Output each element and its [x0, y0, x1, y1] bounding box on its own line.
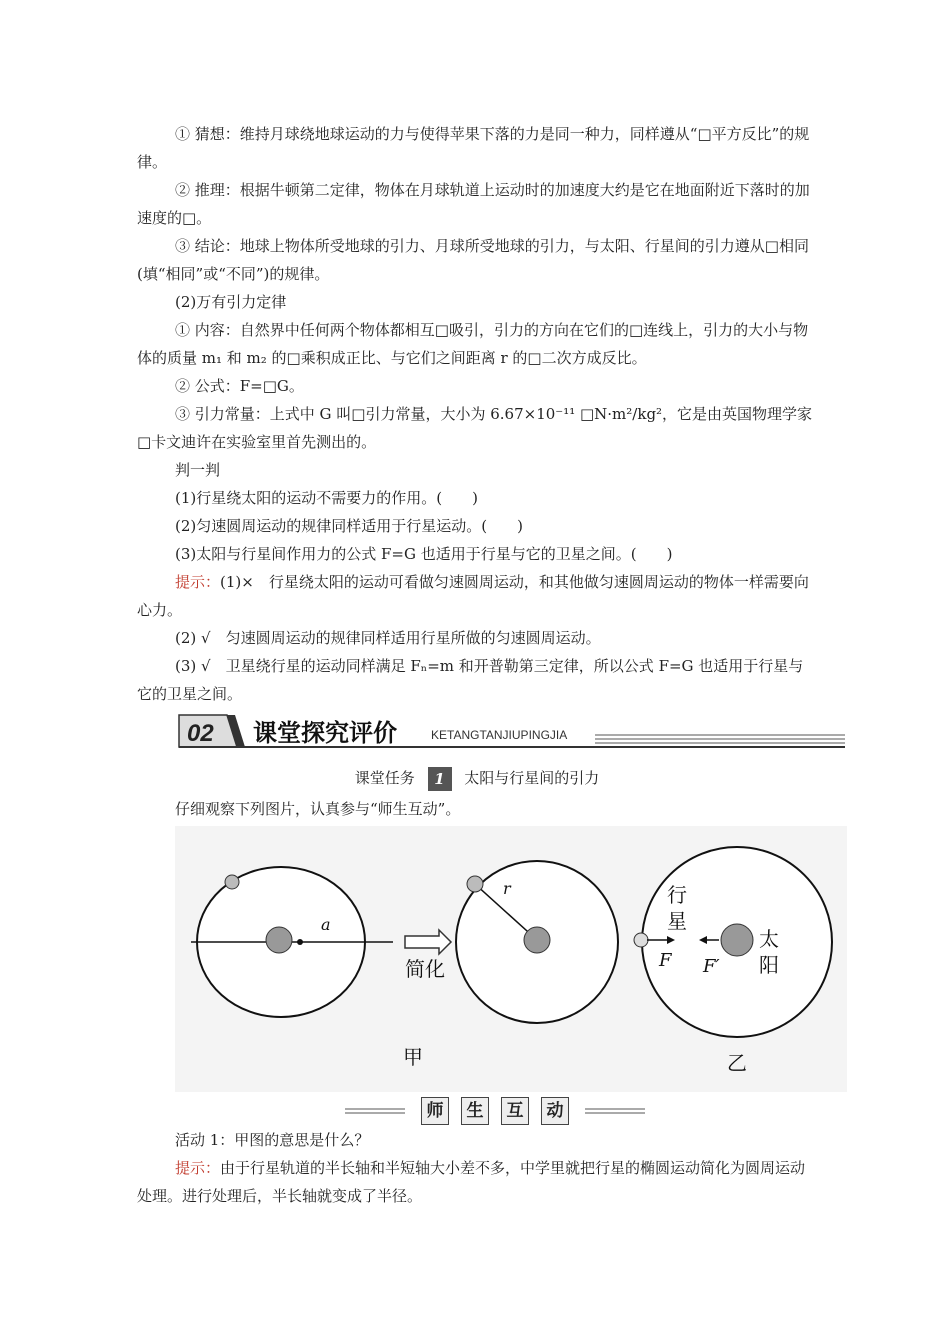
para-reasoning: ② 推理：根据牛顿第二定律，物体在月球轨道上运动时的加速度大约是它在地面附近下落时的加速度的□。 — [137, 181, 810, 227]
task-prefix: 课堂任务 — [354, 769, 415, 787]
orbit-figure — [175, 826, 847, 1092]
divider-lines — [345, 1097, 645, 1127]
label-a: a — [321, 915, 331, 934]
para-conclusion: ③ 结论：地球上物体所受地球的引力、月球所受地球的引力，与太阳、行星间的引力遵从□相同(填“相同”或“不同”)的规律。 — [137, 237, 809, 283]
interaction-char-1: 师 — [421, 1097, 449, 1125]
orbit-diagram — [175, 826, 847, 1092]
label-r: r — [503, 879, 511, 898]
hint-1 — [137, 568, 817, 624]
section-banner — [175, 711, 845, 751]
judge-item-3: (3)太阳与行星间作用力的公式 F=G 也适用于行星与它的卫星之间。( ) — [175, 545, 673, 563]
hint-4-text: 由于行星轨道的半长轴和半短轴大小差不多，中学里就把行星的椭圆运动简化为圆周运动处理。进行处理后，半长轴就变成了半径。 — [137, 1159, 806, 1205]
force-F: F — [659, 950, 672, 971]
interaction-char-4: 动 — [541, 1097, 569, 1125]
para-conjecture: ① 猜想：维持月球绕地球运动的力与使得苹果下落的力是同一种力，同样遵从“□平方反比”的规律。 — [137, 125, 810, 171]
activity-1: 活动 1：甲图的意思是什么？ — [175, 1131, 370, 1149]
interaction-char-2: 生 — [461, 1097, 489, 1125]
banner-graphic — [175, 711, 845, 751]
para-formula: ② 公式：F=□G。 — [175, 377, 304, 395]
arrow-text: 简化 — [405, 957, 445, 981]
planet-char-2: 星 — [667, 909, 687, 933]
para-constant: ③ 引力常量：上式中 G 叫□引力常量，大小为 6.67×10⁻¹¹ □N·m²/kg²，它是由英国物理学家□卡文迪许在实验室里首先测出的。 — [137, 405, 813, 451]
task-title: 太阳与行星间的引力 — [464, 769, 600, 787]
hint-4 — [137, 1154, 817, 1210]
hint-3: (3) √ 卫星绕行星的运动同样满足 Fₙ=m 和开普勒第三定律，所以公式 F=G 也适用于行星与它的卫星之间。 — [137, 657, 804, 703]
sun-char-2: 阳 — [759, 953, 779, 977]
task-number-badge: 1 — [428, 767, 452, 791]
interaction-char-3: 互 — [501, 1097, 529, 1125]
banner-title: 课堂探究评价 — [253, 718, 397, 747]
banner-pinyin: KETANGTANJIUPINGJIA — [431, 728, 568, 742]
judge-item-2: (2)匀速圆周运动的规律同样适用于行星运动。( ) — [175, 517, 523, 535]
hint-4-label: 提示： — [175, 1159, 221, 1177]
interaction-divider — [345, 1097, 645, 1127]
para-content: ① 内容：自然界中任何两个物体都相互□吸引，引力的方向在它们的□连线上，引力的大小与物体的质量 m₁ 和 m₂ 的□乘积成正比、与它们之间距离 r 的□二次方成反比。 — [137, 321, 809, 367]
force-F-prime: F′ — [703, 956, 720, 977]
caption-left: 甲 — [403, 1045, 423, 1069]
banner-number: 02 — [187, 720, 214, 747]
section-heading: (2)万有引力定律 — [175, 293, 287, 311]
hint-1-text: (1)× 行星绕太阳的运动可看做匀速圆周运动，和其他做匀速圆周运动的物体一样需要向心力。 — [137, 573, 809, 619]
judge-item-1: (1)行星绕太阳的运动不需要力的作用。( ) — [175, 489, 478, 507]
hint-label: 提示： — [175, 573, 221, 591]
sun-char-1: 太 — [759, 927, 779, 951]
caption-right: 乙 — [727, 1051, 747, 1075]
task-heading — [137, 764, 817, 792]
observe-text: 仔细观察下列图片，认真参与“师生互动”。 — [175, 800, 461, 818]
planet-char-1: 行 — [667, 883, 687, 907]
judge-title: 判一判 — [175, 461, 221, 479]
hint-2: (2) √ 匀速圆周运动的规律同样适用行星所做的匀速圆周运动。 — [175, 629, 601, 647]
